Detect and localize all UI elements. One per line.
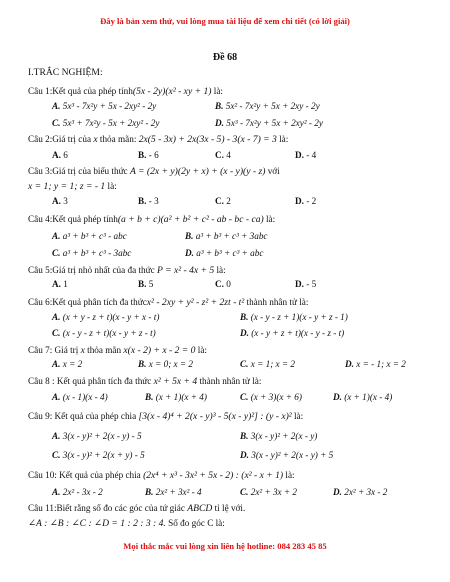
option-text: 5x³ - 7x²y + 5x - 2xy² - 2y: [62, 101, 157, 111]
option-d[interactable]: [215, 118, 323, 128]
option-text: 5: [148, 279, 154, 289]
option-c[interactable]: [52, 328, 156, 338]
question-4: [28, 214, 275, 225]
option-label: A.: [52, 231, 61, 241]
math-expression: P = x² - 4x + 5: [156, 265, 215, 276]
option-b[interactable]: [215, 101, 320, 111]
option-text: 3: [63, 196, 68, 206]
option-label: C.: [52, 450, 61, 460]
option-b[interactable]: [138, 359, 193, 369]
option-text: a³ + b³ + c³ - abc: [62, 231, 127, 241]
question-suffix: là:: [263, 214, 276, 224]
math-expression: ∠A : ∠B : ∠C : ∠D = 1 : 2 : 3 : 4.: [28, 518, 166, 529]
question-text: Câu 5:Giá trị nhỏ nhất của đa thức: [28, 265, 157, 275]
option-a[interactable]: [52, 150, 68, 160]
option-text: 2x² + 3x² - 4: [155, 487, 202, 497]
question-text: thỏa mãn: [84, 345, 124, 355]
option-d[interactable]: [295, 279, 316, 289]
option-a[interactable]: [52, 487, 103, 497]
option-label: D.: [185, 248, 194, 258]
question-text: Câu 4:Kết quả phép tính: [28, 214, 118, 224]
option-a[interactable]: [52, 196, 68, 206]
math-expression: ABCD: [187, 503, 213, 514]
option-label: D.: [333, 487, 342, 497]
option-text: - 5: [306, 279, 317, 289]
option-c[interactable]: [240, 487, 297, 497]
option-a[interactable]: [52, 431, 142, 441]
option-text: x = 1; x = 2: [250, 359, 296, 369]
question-suffix: là:: [283, 470, 295, 480]
question-text: Câu 6:Kết quả phân tích đa thức: [28, 297, 147, 307]
option-label: C.: [215, 196, 224, 206]
question-text: Câu 2:Giá trị của: [28, 134, 94, 144]
option-text: (x + 1)(x + 4): [155, 392, 207, 402]
option-c[interactable]: [52, 450, 145, 460]
option-d[interactable]: [240, 328, 344, 338]
question-5: [28, 265, 226, 276]
option-c[interactable]: [52, 248, 131, 258]
option-label: B.: [145, 487, 154, 497]
question-suffix: thành nhân tử là:: [197, 376, 262, 386]
question-3-line-2: [28, 181, 117, 192]
option-b[interactable]: [138, 279, 153, 289]
option-label: D.: [240, 328, 249, 338]
option-b[interactable]: [138, 196, 159, 206]
option-text: (x - 1)(x - 4): [62, 392, 108, 402]
option-b[interactable]: [240, 312, 348, 322]
option-label: C.: [215, 279, 224, 289]
math-variable: x: [80, 345, 85, 356]
option-text: 6: [63, 150, 68, 160]
option-label: D.: [240, 450, 249, 460]
question-9: [28, 411, 303, 422]
question-3: [28, 166, 280, 177]
question-1: [28, 86, 223, 97]
option-b[interactable]: [145, 487, 202, 497]
question-11-line-2: [28, 518, 225, 529]
option-c[interactable]: [215, 150, 231, 160]
option-d[interactable]: [185, 248, 263, 258]
option-text: - 3: [148, 196, 159, 206]
option-a[interactable]: [52, 392, 108, 402]
math-expression: 2x(5 - 3x) + 2x(3x - 5) - 3(x - 7) = 3: [138, 134, 277, 145]
option-text: a³ + b³ + c³ - 3abc: [62, 248, 132, 258]
option-text: (x - y - z + 1)(x - y + z - 1): [250, 312, 348, 322]
option-label: C.: [52, 328, 61, 338]
option-text: 3(x - y)² + 2(x + y) - 5: [62, 450, 145, 460]
option-text: 2x² + 3x - 2: [344, 487, 388, 497]
option-c[interactable]: [215, 279, 231, 289]
question-suffix: thành nhân tử là:: [244, 297, 309, 307]
option-label: C.: [52, 118, 61, 128]
option-c[interactable]: [52, 118, 159, 128]
option-text: (x + y - z + t)(x - y + x - t): [62, 312, 160, 322]
question-text: Câu 10: Kết quả của phép chia: [28, 470, 144, 480]
question-suffix: là:: [214, 265, 226, 275]
question-10: [28, 470, 295, 481]
option-label: A.: [52, 392, 61, 402]
option-text: (x - y + z + t)(x - y - z - t): [251, 328, 345, 338]
option-label: B.: [145, 392, 154, 402]
option-text: 2x² - 3x - 2: [62, 487, 103, 497]
math-expression: (a + b + c)(a² + b² + c² - ab - bc - ca): [117, 214, 264, 225]
option-b[interactable]: [138, 150, 159, 160]
math-expression: x(x - 2) + x - 2 = 0: [123, 345, 196, 356]
math-expression: x² + 5x + 4: [153, 376, 198, 387]
question-text: thỏa mãn:: [97, 134, 139, 144]
option-d[interactable]: [345, 359, 406, 369]
option-label: A.: [52, 359, 61, 369]
question-7: [28, 345, 207, 356]
question-6: [28, 297, 308, 308]
option-label: B.: [138, 150, 147, 160]
math-expression: (5x - 2y)(x² - xy + 1): [132, 86, 212, 97]
option-text: 1: [63, 279, 68, 289]
option-label: C.: [240, 359, 249, 369]
option-label: A.: [52, 431, 61, 441]
option-label: D.: [345, 359, 354, 369]
option-label: B.: [138, 359, 147, 369]
option-label: D.: [295, 196, 304, 206]
question-suffix: là:: [195, 345, 207, 355]
question-8: [28, 376, 261, 387]
option-text: a³ + b³ + c³ + 3abc: [195, 231, 268, 241]
question-text: Câu 9: Kết quả của phép chia: [28, 411, 139, 421]
option-label: C.: [240, 487, 249, 497]
question-text: Câu 1:Kết quả của phép tính: [28, 86, 133, 96]
math-expression: (2x⁴ + x³ - 3x² + 5x - 2) : (x² - x + 1): [143, 470, 284, 481]
option-label: C.: [52, 248, 61, 258]
option-text: 2: [226, 196, 231, 206]
option-a[interactable]: [52, 359, 82, 369]
option-label: D.: [215, 118, 224, 128]
option-text: - 6: [148, 150, 159, 160]
question-suffix: với: [265, 166, 280, 176]
option-label: B.: [138, 279, 147, 289]
option-label: D.: [333, 392, 342, 402]
option-a[interactable]: [52, 312, 159, 322]
hotline-banner: Mọi thắc mắc vui lòng xin liên hệ hotline: 084 283 45 85: [123, 541, 327, 551]
question-11: [28, 503, 245, 514]
option-label: D.: [295, 279, 304, 289]
question-text: Câu 3:Giá trị của biểu thức: [28, 166, 130, 176]
preview-banner: Đây là bản xem thử, vui lòng mua tài liệu để xem chi tiết (có lời giải): [100, 16, 350, 26]
option-text: 5x² - 7x²y + 5x + 2xy - 2y: [225, 101, 320, 111]
option-text: (x + 1)(x - 4): [344, 392, 393, 402]
option-label: A.: [52, 487, 61, 497]
section-heading: I.TRẮC NGHIỆM:: [28, 67, 103, 78]
option-text: 0: [226, 279, 231, 289]
option-label: B.: [240, 431, 249, 441]
question-text: Câu 7: Giá trị: [28, 345, 81, 355]
math-expression: x = 1; y = 1; z = - 1: [28, 181, 106, 192]
option-label: D.: [295, 150, 304, 160]
option-c[interactable]: [215, 196, 231, 206]
option-b[interactable]: [145, 392, 207, 402]
option-text: 3(x - y)² + 2(x - y) + 5: [251, 450, 334, 460]
option-c[interactable]: [240, 392, 302, 402]
option-label: B.: [240, 312, 249, 322]
math-expression: x² - 2xy + y² - z² + 2zt - t²: [146, 297, 245, 308]
math-variable: x: [93, 134, 98, 145]
option-label: B.: [215, 101, 224, 111]
option-text: 3(x - y)² + 2(x - y) - 5: [62, 431, 142, 441]
option-a[interactable]: [52, 279, 68, 289]
option-label: A.: [52, 101, 61, 111]
question-2: [28, 134, 288, 145]
option-d[interactable]: [295, 196, 316, 206]
option-d[interactable]: [333, 392, 392, 402]
exam-title: Đề 68: [212, 52, 238, 63]
option-label: A.: [52, 279, 61, 289]
option-text: x = 0; x = 2: [148, 359, 194, 369]
option-d[interactable]: [333, 487, 387, 497]
option-label: B.: [138, 196, 147, 206]
option-label: B.: [185, 231, 194, 241]
question-suffix: là:: [105, 181, 117, 191]
option-text: 4: [226, 150, 231, 160]
option-text: - 4: [306, 150, 317, 160]
option-label: C.: [215, 150, 224, 160]
question-suffix: là:: [276, 134, 289, 144]
option-b[interactable]: [185, 231, 268, 241]
option-text: a³ + b³ + c³ + abc: [196, 248, 264, 258]
question-text: Câu 11:Biết rằng số đo các góc của tứ giác: [28, 503, 188, 513]
math-expression: A = (2x + y)(2y + x) + (x - y)(y - z): [129, 166, 266, 177]
option-text: (x - y - z + t)(x - y + z - t): [62, 328, 156, 338]
option-label: A.: [52, 150, 61, 160]
option-a[interactable]: [52, 231, 127, 241]
question-suffix: là:: [211, 86, 223, 96]
option-text: 5x³ + 7x²y - 5x + 2xy² - 2y: [62, 118, 160, 128]
question-suffix: Số đo góc C là:: [165, 518, 225, 528]
option-b[interactable]: [240, 431, 317, 441]
option-text: (x + 3)(x + 6): [250, 392, 302, 402]
option-text: 3(x - y)² + 2(x - y): [250, 431, 318, 441]
option-label: A.: [52, 312, 61, 322]
option-label: C.: [240, 392, 249, 402]
option-text: x = 2: [62, 359, 83, 369]
option-text: 2x² + 3x + 2: [250, 487, 298, 497]
question-suffix: là:: [291, 411, 304, 421]
option-label: A.: [52, 196, 61, 206]
math-expression: [3(x - 4)⁴ + 2(x - y)³ - 5(x - y)²] : (y - x)²: [138, 411, 292, 422]
option-d[interactable]: [295, 150, 316, 160]
option-a[interactable]: [52, 101, 156, 111]
option-c[interactable]: [240, 359, 295, 369]
option-d[interactable]: [240, 450, 333, 460]
option-text: 5x³ - 7x²y + 5x + 2xy² - 2y: [226, 118, 323, 128]
question-suffix: tỉ lệ với.: [212, 503, 246, 513]
option-text: - 2: [306, 196, 317, 206]
option-text: x = - 1; x = 2: [356, 359, 406, 369]
question-text: Câu 8 : Kết quả phân tích đa thức: [28, 376, 154, 386]
